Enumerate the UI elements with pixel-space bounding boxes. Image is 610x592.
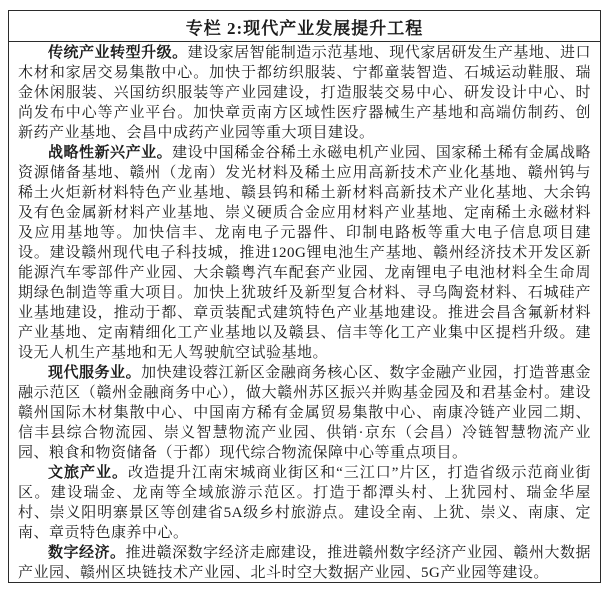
paragraph-lead: 现代服务业。 <box>48 365 142 381</box>
paragraph <box>18 543 591 582</box>
paragraph-body: 改造提升江南宋城商业街区和“三江口”片区，打造省级示范商业街区。建设瑞金、龙南等全域旅游示范区。打造于都潭头村、上犹园村、瑞金华屋村、崇义阳明寨景区等创建省5A级乡村旅游点。建设全南、上犹、崇义、南康、定南、章贡特色康养中心。 <box>18 465 591 541</box>
column-box <box>8 10 601 583</box>
paragraph <box>18 463 591 543</box>
column-box-header <box>9 11 600 42</box>
page-title: 专栏 2:现代产业发展提升工程 <box>185 18 424 38</box>
paragraph-lead: 文旅产业。 <box>48 465 129 481</box>
paragraph-body: 建设家居智能制造示范基地、现代家居研发生产基地、进口木材和家居交易集散中心。加快于都纺织服装、宁都童装智造、石城运动鞋服、瑞金休闲服装、兴国纺织服装等产业园建设，打造服装交易中心、研发设计中心、时尚发布中心等产业平台。加快章贡南方区域性医疗器械生产基地和高端仿制药、创新药产业基地、会昌中成药产业园等重大项目建设。 <box>18 45 591 141</box>
paragraph <box>18 143 591 363</box>
paragraph <box>18 363 591 463</box>
paragraph-body: 建设中国稀金谷稀土永磁电机产业园、国家稀土稀有金属战略资源储备基地、赣州（龙南）发光材料及稀土应用高新技术产业化基地、赣州钨与稀土火炬新材料特色产业基地、赣县钨和稀土新材料高新技术产业化基地、大余钨及有色金属新材料产业基地、崇义硬质合金应用材料产业基地、定南稀土永磁材料及应用基地等。加快信丰、龙南电子元器件、印制电路板等重大电子信息项目建设。建设赣州现代电子科技城，推进120G锂电池生产基地、赣州经济技术开发区新能源汽车零部件产业园、大余赣粤汽车配套产业园、龙南锂电子电池材料全生命周期绿色制造等重大项目。加快上犹玻纤及新型复合材料、寻乌陶瓷材料、石城硅产业基地建设，推动于都、章贡装配式建筑特色产业基地建设。推进会昌含氟新材料产业基地、定南精细化工产业基地以及赣县、信丰等化工产业集中区提档升级。建设无人机生产基地和无人驾驶航空试验基地。 <box>18 145 591 361</box>
box-body <box>9 42 600 582</box>
paragraph-lead: 战略性新兴产业。 <box>48 145 173 161</box>
paragraph-body: 推进赣深数字经济走廊建设，推进赣州数字经济产业园、赣州大数据产业园、赣州区块链技术产业园、北斗时空大数据产业园、5G产业园等建设。 <box>18 545 591 581</box>
paragraph <box>18 43 591 143</box>
paragraph-lead: 数字经济。 <box>48 545 126 561</box>
paragraph-lead: 传统产业转型升级。 <box>48 45 188 61</box>
paragraph-body: 加快建设蓉江新区金融商务核心区、数字金融产业园，打造普惠金融示范区（赣州金融商务中心），做大赣州苏区振兴并购基金园及和君基金村。建设赣州国际木材集散中心、中国南方稀有金属贸易集散中心、南康冷链产业园二期、信丰县综合物流园、崇义智慧物流产业园、供销·京东（会昌）冷链智慧物流产业园、粮食和物资储备（于都）现代综合物流保障中心等重点项目。 <box>18 365 591 461</box>
